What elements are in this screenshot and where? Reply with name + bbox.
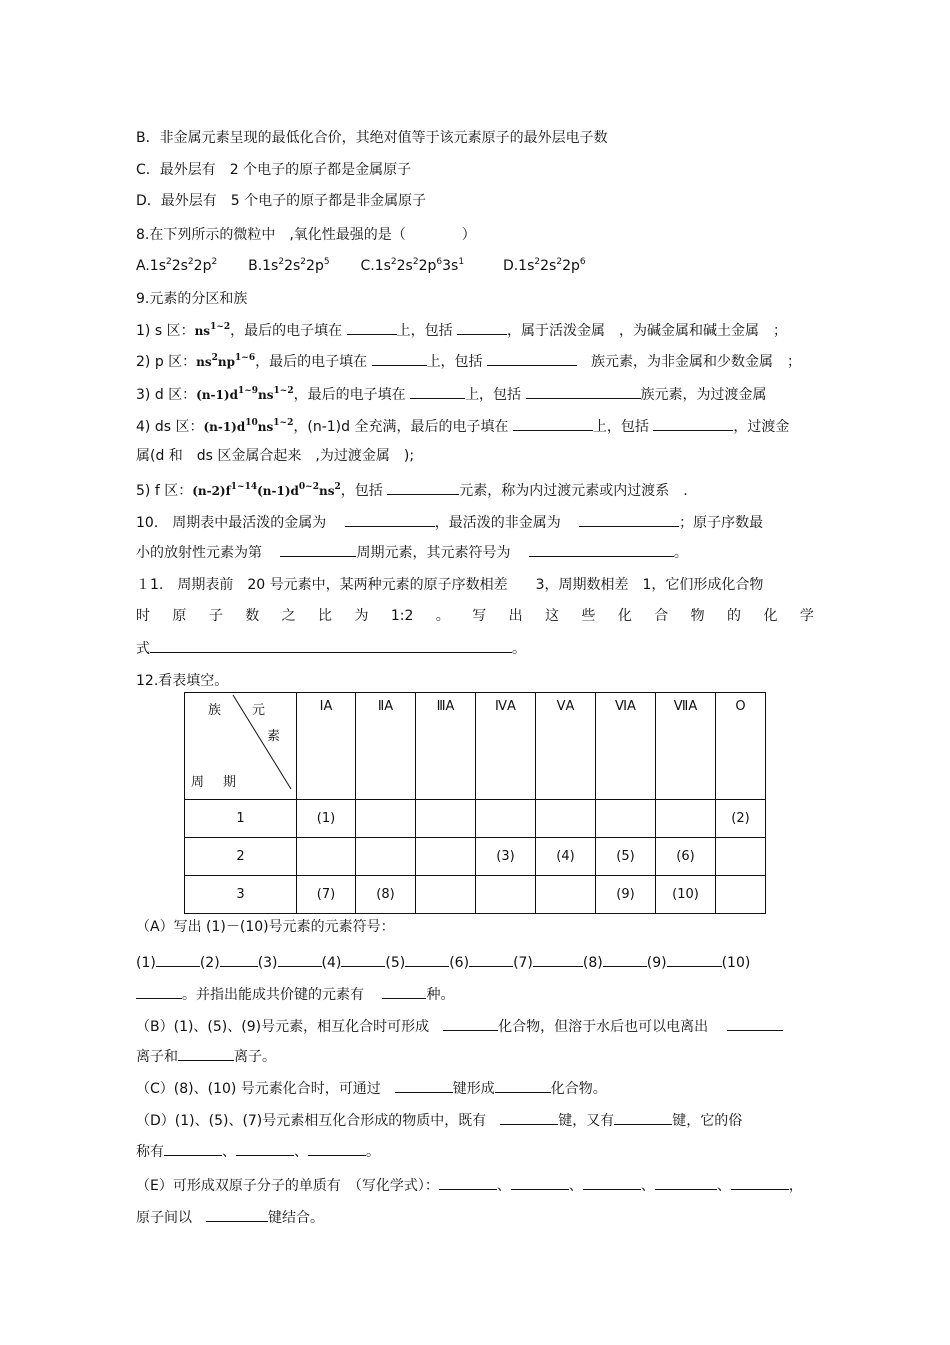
- blank[interactable]: [526, 384, 641, 399]
- blank[interactable]: [727, 1016, 783, 1031]
- ds-block-cont: 属(d 和 ds 区金属合起来 ,为过渡金属 );: [136, 448, 415, 464]
- question-8-options: [136, 256, 586, 276]
- blank[interactable]: [206, 1207, 268, 1222]
- blank[interactable]: [136, 984, 182, 999]
- blank[interactable]: [443, 1016, 498, 1031]
- blank[interactable]: [653, 416, 733, 431]
- blank[interactable]: [395, 1078, 453, 1093]
- blank[interactable]: [529, 542, 674, 557]
- table-cell: [536, 800, 596, 838]
- blank[interactable]: [500, 1110, 558, 1125]
- answer-e-line1: （E）可形成双原子分子的单质有 （写化学式）： 、 、 、 、 ，: [136, 1175, 803, 1196]
- question-11-line2: 时 原 子 数 之 比 为 1:2 。 写 出 这 些 化 合 物 的 化 学: [136, 608, 814, 624]
- table-cell: [536, 876, 596, 914]
- group-header: ⅥA: [596, 693, 656, 800]
- table-cell: [416, 838, 476, 876]
- blank[interactable]: [150, 638, 512, 653]
- table-cell: [416, 800, 476, 838]
- table-cell: (3): [476, 838, 536, 876]
- question-11-line1: １1. 周期表前 20 号元素中，某两种元素的原子序数相差 3，周期数相差 1，它们形成化合物: [136, 577, 764, 593]
- answer-c: （C）(8)、(10) 号元素化合时，可通过 键形成 化合物。: [136, 1078, 607, 1099]
- table-cell: (9): [596, 876, 656, 914]
- table-cell: [416, 876, 476, 914]
- question-8: 8.在下列所示的微粒中 ,氧化性最强的是（ ）: [136, 227, 476, 243]
- blank[interactable]: [236, 1141, 294, 1156]
- table-cell: [356, 800, 416, 838]
- question-10-line1: 10. 周期表中最活泼的金属为 ，最活泼的非金属为 ；原子序数最: [136, 512, 763, 533]
- table-cell: (4): [536, 838, 596, 876]
- blank[interactable]: [495, 1078, 551, 1093]
- blank[interactable]: [347, 320, 397, 335]
- table-cell: (7): [297, 876, 356, 914]
- question-12: 12.看表填空。: [136, 673, 229, 689]
- answer-d-line1: （D）(1)、(5)、(7)号元素相互化合形成的物质中，既有 键，又有 键，它的俗: [136, 1110, 742, 1131]
- group-header: ⅡA: [356, 693, 416, 800]
- blank[interactable]: [603, 952, 647, 967]
- option-b-config: $B.1s^22s^22p^5$: [248, 257, 330, 274]
- table-cell: [476, 876, 536, 914]
- group-header: O: [716, 693, 766, 800]
- ds-config: $(n-1)d^{10}ns^{1\sim 2}$: [203, 418, 294, 434]
- table-cell: (10): [656, 876, 716, 914]
- option-d-config: $D.1s^22s^22p^6$: [502, 257, 586, 274]
- table-cell: [476, 800, 536, 838]
- d-block-line: 3) d 区：$(n-1)d^{1\sim 9}ns^{1\sim 2}$，最后的电子填在 上，包括 族元素，为过渡金属: [136, 386, 767, 403]
- blank[interactable]: [469, 952, 513, 967]
- blank[interactable]: [372, 351, 427, 366]
- table-row: [185, 838, 766, 876]
- blank[interactable]: [156, 952, 200, 967]
- table-row: [185, 876, 766, 914]
- blank[interactable]: [731, 1175, 789, 1190]
- blank[interactable]: [583, 1175, 641, 1190]
- group-header: ⅦA: [656, 693, 716, 800]
- blank[interactable]: [614, 1110, 672, 1125]
- option-c: C．最外层有 2 个电子的原子都是金属原子: [136, 162, 412, 178]
- blank[interactable]: [164, 1141, 222, 1156]
- answer-d-line2: 称有 、 、 。: [136, 1141, 380, 1162]
- question-9: 9.元素的分区和族: [136, 291, 248, 307]
- table-cell: [297, 838, 356, 876]
- option-b: B．非金属元素呈现的最低化合价，其绝对值等于该元素原子的最外层电子数: [136, 130, 608, 146]
- table-cell: [356, 838, 416, 876]
- blank[interactable]: [387, 480, 459, 495]
- table-cell: [716, 876, 766, 914]
- answer-e-line2: 原子间以 键结合。: [136, 1207, 324, 1228]
- blank[interactable]: [308, 1141, 366, 1156]
- table-cell: [656, 800, 716, 838]
- group-header: ⅤA: [536, 693, 596, 800]
- blank[interactable]: [533, 952, 583, 967]
- answer-b-line1: （B）(1)、(5)、(9)号元素，相互化合时可形成 化合物，但溶于水后也可以电离出: [136, 1016, 783, 1037]
- table-cell: [716, 838, 766, 876]
- blank[interactable]: [341, 952, 385, 967]
- blank[interactable]: [667, 952, 722, 967]
- option-d: D．最外层有 5 个电子的原子都是非金属原子: [136, 193, 427, 209]
- table-cell: (1): [297, 800, 356, 838]
- table-cell: (8): [356, 876, 416, 914]
- s-config: $ns^{1\sim 2}$: [194, 322, 231, 338]
- blank[interactable]: [513, 416, 593, 431]
- table-row: [185, 800, 766, 838]
- question-10-line2: 小的放射性元素为第 周期元素，其元素符号为 。: [136, 542, 688, 563]
- blank[interactable]: [405, 952, 449, 967]
- p-block-line: 2) p 区：$ns^2np^{1\sim 6}$，最后的电子填在 上，包括 族元素，为非金属和少数金属 ；: [136, 353, 802, 370]
- blank[interactable]: [457, 320, 507, 335]
- group-header: ⅢA: [416, 693, 476, 800]
- ds-block-line: 4) ds 区：$(n-1)d^{10}ns^{1\sim 2}$，(n-1)d 全充满，最后的电子填在 上，包括 ，过渡金: [136, 418, 790, 435]
- option-c-config: $C.1s^22s^22p^63s^1$: [360, 257, 465, 274]
- blank[interactable]: [655, 1175, 717, 1190]
- answer-b-line2: 离子和 离子。: [136, 1046, 276, 1067]
- s-block-line: 1) s 区：$ns^{1\sim 2}$，最后的电子填在 上，包括 ，属于活泼金属 ，为碱金属和碱土金属 ；: [136, 322, 788, 339]
- blank[interactable]: [439, 1175, 497, 1190]
- table-cell: (5): [596, 838, 656, 876]
- period-label: 1: [185, 800, 297, 838]
- blank[interactable]: [280, 542, 356, 557]
- period-label: 2: [185, 838, 297, 876]
- period-label: 3: [185, 876, 297, 914]
- table-corner-cell: 族 元 素 周 期: [185, 693, 297, 800]
- blank[interactable]: [487, 351, 577, 366]
- blank[interactable]: [178, 1046, 234, 1061]
- blank[interactable]: [382, 984, 426, 999]
- periodic-table: [184, 692, 766, 914]
- blank[interactable]: [410, 384, 465, 399]
- f-config: $(n-2)f^{1\sim 14}(n-1)d^{0\sim 2}ns^2$: [192, 482, 341, 498]
- p-config: $ns^2np^{1\sim 6}$: [196, 353, 256, 369]
- blank[interactable]: [511, 1175, 569, 1190]
- blank[interactable]: [345, 512, 435, 527]
- group-header: ⅠA: [297, 693, 356, 800]
- blank[interactable]: [278, 952, 322, 967]
- blank[interactable]: [579, 512, 679, 527]
- f-block-line: 5) f 区：$(n-2)f^{1\sim 14}(n-1)d^{0\sim 2}ns^2$，包括 元素，称为内过渡元素或内过渡系 .: [136, 482, 688, 499]
- answer-a-tail: 。并指出能成共价键的元素有 种。: [136, 984, 454, 1005]
- blank[interactable]: [220, 952, 258, 967]
- table-cell: [596, 800, 656, 838]
- d-config: $(n-1)d^{1\sim 9}ns^{1\sim 2}$: [196, 386, 294, 402]
- answer-a-blanks: (1) (2) (3) (4) (5) (6) (7) (8) (9) (10): [136, 952, 750, 973]
- table-cell: (2): [716, 800, 766, 838]
- answer-a-title: （A）写出 (1)－(10)号元素的元素符号：: [136, 919, 395, 935]
- group-header: ⅣA: [476, 693, 536, 800]
- question-11-line3: 式 。: [136, 638, 526, 659]
- table-cell: (6): [656, 838, 716, 876]
- option-a-config: $A.1s^22s^22p^2$: [136, 257, 218, 274]
